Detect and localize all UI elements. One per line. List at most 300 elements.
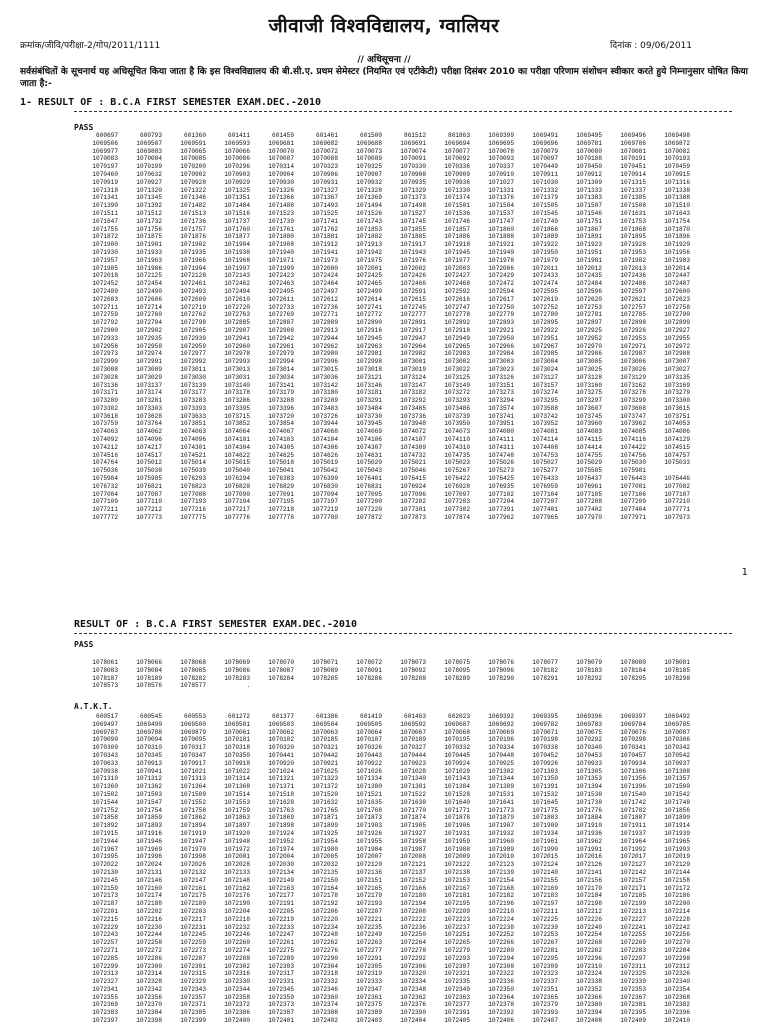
roll-number: 1071521	[356, 790, 382, 798]
roll-number: 1071990	[532, 845, 558, 853]
roll-number: 1077104	[532, 490, 558, 498]
roll-number: 1073852	[224, 420, 250, 428]
roll-number: 1072328	[136, 978, 162, 986]
roll-number: 1072123	[488, 861, 514, 869]
atkt-row	[74, 838, 690, 846]
pass-row	[74, 675, 690, 683]
pass-row	[74, 397, 690, 405]
roll-number: 1071879	[488, 814, 514, 822]
roll-number: 1072792	[92, 319, 118, 327]
roll-number: 1074080	[488, 428, 514, 436]
roll-number: 1070296	[224, 163, 250, 171]
roll-number: 1078071	[312, 659, 338, 666]
roll-number: 1072148	[224, 876, 250, 884]
roll-number: 1073608	[620, 404, 646, 412]
roll-number: 1069681	[268, 139, 294, 147]
roll-number: 1072370	[136, 1001, 162, 1009]
roll-number: 1072393	[532, 1009, 558, 1017]
roll-number: 1071366	[268, 194, 294, 202]
pass-row	[74, 436, 690, 444]
roll-number: 1073137	[136, 381, 162, 389]
roll-number: 1072343	[180, 985, 206, 993]
roll-number: 1071986	[136, 264, 162, 272]
roll-number: 1070459	[664, 163, 690, 171]
roll-number: 1071999	[268, 264, 294, 272]
roll-number: 1072891	[400, 319, 426, 327]
roll-number: 1071737	[224, 217, 250, 225]
pass-row	[74, 506, 690, 514]
roll-number: 1071308	[664, 767, 690, 775]
roll-number: 1071498	[400, 202, 426, 210]
roll-number: 1071632	[312, 798, 338, 806]
roll-number: 1078096	[488, 666, 514, 674]
roll-number: 1073272	[444, 389, 470, 397]
roll-number: 1070936	[444, 178, 470, 186]
roll-number: 1071891	[576, 233, 602, 241]
roll-number: 1072162	[224, 884, 250, 892]
atkt-row	[74, 877, 690, 885]
roll-number: 1071518	[268, 790, 294, 798]
roll-number: 1070092	[444, 155, 470, 163]
atkt-row	[74, 1001, 690, 1009]
roll-number: 1077094	[312, 490, 338, 498]
roll-number: 1072347	[356, 985, 382, 993]
roll-number: 1072905	[180, 326, 206, 334]
atkt-row	[74, 986, 690, 994]
roll-number: 1072144	[664, 868, 690, 876]
roll-number: 1072345	[268, 985, 294, 993]
roll-number: 1072285	[92, 954, 118, 962]
roll-number: 1071531	[488, 790, 514, 798]
roll-number: 1070930	[268, 178, 294, 186]
roll-number: 1072606	[136, 295, 162, 303]
roll-number: 1073181	[356, 389, 382, 397]
roll-number: 1071512	[136, 209, 162, 217]
roll-number: 1078291	[532, 674, 558, 682]
roll-number: 1072900	[92, 326, 118, 334]
pass-row	[74, 491, 690, 499]
roll-number: 1072190	[224, 900, 250, 908]
roll-number: 1073302	[92, 404, 118, 412]
roll-number: 1071369	[356, 194, 382, 202]
roll-number: 1072132	[180, 868, 206, 876]
pass-label: PASS	[74, 123, 94, 132]
roll-number: 1072757	[620, 303, 646, 311]
roll-number: 1073031	[224, 373, 250, 381]
roll-number: 1073395	[224, 404, 250, 412]
roll-number: 1076961	[576, 482, 602, 490]
roll-number: 1077874	[444, 514, 470, 522]
roll-number: 1071946	[136, 837, 162, 845]
roll-number: 1070912	[576, 170, 602, 178]
roll-number: 1071316	[664, 178, 690, 186]
roll-number: 1072918	[444, 326, 470, 334]
roll-number: 1071759	[224, 806, 250, 814]
roll-number: 1073281	[136, 397, 162, 405]
roll-number: 1071981	[576, 256, 602, 264]
roll-number: 1073030	[180, 373, 206, 381]
roll-number: 1070075	[576, 728, 602, 736]
roll-number: 1072499	[356, 287, 382, 295]
roll-number: 1072159	[92, 884, 118, 892]
roll-number: 1072374	[312, 1001, 338, 1009]
roll-number: 1077082	[664, 482, 690, 490]
roll-number: 1070062	[268, 728, 294, 736]
roll-number: 1070314	[268, 163, 294, 171]
roll-number: 1072409	[620, 1017, 646, 1025]
roll-number: 1071866	[532, 225, 558, 233]
roll-number: 1070442	[312, 751, 338, 759]
roll-number: 1076935	[488, 482, 514, 490]
roll-number: 1075029	[576, 459, 602, 467]
roll-number: 1077402	[576, 506, 602, 514]
roll-number: 600697	[96, 132, 118, 139]
pass-row	[74, 304, 690, 312]
roll-number: 1071889	[532, 233, 558, 241]
roll-number: 1076425	[488, 475, 514, 483]
roll-number: 1071334	[356, 775, 382, 783]
roll-number: 1072600	[664, 287, 690, 295]
roll-number: 1071553	[224, 798, 250, 806]
roll-number: 1072993	[224, 358, 250, 366]
roll-number: 1072195	[444, 900, 470, 908]
roll-number: 1071928	[620, 241, 646, 249]
roll-number: 1072277	[356, 946, 382, 954]
roll-number: 1073628	[136, 412, 162, 420]
roll-number: 1072223	[444, 915, 470, 923]
roll-number: 1075267	[444, 467, 470, 475]
roll-number: 1073483	[312, 404, 338, 412]
roll-number: 1071758	[180, 806, 206, 814]
roll-number: 1072234	[312, 923, 338, 931]
roll-number: 1073396	[268, 404, 294, 412]
roll-number: 1072208	[400, 907, 426, 915]
atkt-row	[74, 721, 690, 729]
roll-number: 1071314	[224, 775, 250, 783]
roll-number: 1072188	[136, 900, 162, 908]
roll-number: 1069506	[92, 139, 118, 147]
roll-number: 1072001	[356, 264, 382, 272]
roll-number: 1070913	[136, 759, 162, 767]
roll-number: 1072232	[224, 923, 250, 931]
roll-number: 1078298	[664, 674, 690, 682]
roll-number: 1072266	[488, 939, 514, 947]
roll-number: 1071021	[180, 767, 206, 775]
roll-number: 1072189	[180, 900, 206, 908]
roll-number: 1072289	[268, 954, 294, 962]
roll-number: 1072331	[268, 978, 294, 986]
roll-number: 1073747	[620, 412, 646, 420]
roll-number: 1072009	[444, 853, 470, 861]
roll-number: 1071991	[576, 845, 602, 853]
roll-number: 1072244	[136, 931, 162, 939]
roll-number: 1071391	[532, 783, 558, 791]
roll-number: 1072315	[180, 970, 206, 978]
roll-number: 1072947	[400, 334, 426, 342]
roll-number: 1072465	[356, 280, 382, 288]
roll-number: 1072184	[576, 892, 602, 900]
roll-number: 1071647	[92, 217, 118, 225]
roll-number: 1071742	[620, 798, 646, 806]
roll-number: 1071959	[444, 837, 470, 845]
roll-number: 1072337	[532, 978, 558, 986]
roll-number: 1071528	[444, 790, 470, 798]
roll-number: 1072005	[312, 853, 338, 861]
roll-number: 1069397	[620, 713, 646, 720]
roll-number: 1071329	[400, 186, 426, 194]
roll-number: 1069788	[136, 728, 162, 736]
roll-number: 1074116	[620, 436, 646, 444]
roll-number: 1072373	[268, 1001, 294, 1009]
roll-number: 1074062	[136, 428, 162, 436]
roll-number: 1073149	[444, 381, 470, 389]
roll-number: 1070199	[136, 163, 162, 171]
roll-number: 1073294	[488, 397, 514, 405]
roll-number: 1072339	[620, 978, 646, 986]
roll-number: 1072164	[312, 884, 338, 892]
roll-number: 1071984	[356, 845, 382, 853]
roll-number: 1072211	[532, 907, 558, 915]
roll-number: 1072000	[312, 264, 338, 272]
roll-number: 600545	[140, 713, 162, 720]
roll-number: 1072610	[224, 295, 250, 303]
roll-number: 1076823	[180, 482, 206, 490]
roll-number: 1072218	[224, 915, 250, 923]
divider	[74, 111, 732, 112]
roll-number: 1069392	[488, 713, 514, 720]
roll-number: 1075043	[356, 467, 382, 475]
roll-number: 1072219	[268, 915, 294, 923]
roll-number: 1072306	[400, 962, 426, 970]
pass-row	[74, 272, 690, 280]
roll-number: 1072386	[224, 1009, 250, 1017]
roll-number: 1073025	[576, 365, 602, 373]
roll-number: 1072988	[664, 350, 690, 358]
roll-number: 1072745	[400, 303, 426, 311]
roll-number: 1078080	[620, 659, 646, 666]
roll-number: 1071337	[620, 186, 646, 194]
pass-row	[74, 452, 690, 460]
roll-number: 1070449	[532, 163, 558, 171]
roll-number: 1072293	[444, 954, 470, 962]
roll-number: 1074304	[224, 443, 250, 451]
atkt-row	[74, 916, 690, 924]
roll-number: 1069872	[664, 139, 690, 147]
roll-number: 1070185	[312, 736, 338, 744]
roll-number: 1072433	[532, 272, 558, 280]
atkt-roll-grid	[74, 713, 690, 1025]
roll-number: 1072352	[576, 985, 602, 993]
roll-number: 1072344	[224, 985, 250, 993]
roll-number: 1071773	[488, 806, 514, 814]
roll-number: 1071858	[92, 814, 118, 822]
roll-number: 1072397	[92, 1017, 118, 1025]
roll-number: 1078075	[444, 659, 470, 666]
roll-number: 1072252	[488, 931, 514, 939]
roll-number: 1071970	[180, 845, 206, 853]
roll-number: 1071338	[664, 186, 690, 194]
roll-number: 1071993	[664, 845, 690, 853]
roll-number: 1071525	[312, 209, 338, 217]
roll-number: 1071333	[576, 186, 602, 194]
roll-number: 1072015	[532, 853, 558, 861]
pass-row	[74, 358, 690, 366]
roll-number: 1072130	[92, 868, 118, 876]
roll-number: 1071987	[400, 845, 426, 853]
roll-number: 1072902	[136, 326, 162, 334]
roll-number: 1072311	[620, 962, 646, 970]
roll-number: 1073615	[664, 404, 690, 412]
atkt-row	[74, 885, 690, 893]
roll-number: 1072972	[664, 342, 690, 350]
roll-number: 1072187	[92, 900, 118, 908]
roll-number: 1073142	[312, 381, 338, 389]
roll-number: 1073001	[400, 358, 426, 366]
roll-number: 1071501	[444, 202, 470, 210]
roll-number: 1075023	[444, 459, 470, 467]
roll-number: 1072152	[400, 876, 426, 884]
atkt-row	[74, 752, 690, 760]
roll-number: 1074069	[356, 428, 382, 436]
roll-number: 1072225	[532, 915, 558, 923]
roll-number: 1071516	[224, 209, 250, 217]
roll-number: 1070921	[312, 759, 338, 767]
roll-number: 1072256	[664, 931, 690, 939]
roll-number: 1073286	[224, 397, 250, 405]
roll-number: 1071975	[356, 256, 382, 264]
roll-number: 1078092	[400, 666, 426, 674]
roll-number: 1070937	[664, 759, 690, 767]
roll-number: 1073952	[532, 420, 558, 428]
pass-row	[74, 343, 690, 351]
roll-number: 1072178	[312, 892, 338, 900]
roll-number: 1073034	[268, 373, 294, 381]
roll-number: 1073008	[92, 365, 118, 373]
roll-number: 1072367	[620, 993, 646, 1001]
roll-number: 1072763	[224, 311, 250, 319]
roll-number: 1070917	[180, 759, 206, 767]
roll-number: 1072254	[576, 931, 602, 939]
roll-number: 1071898	[268, 822, 294, 830]
atkt-row	[74, 791, 690, 799]
roll-number: 1072309	[532, 962, 558, 970]
roll-number: 1071978	[488, 256, 514, 264]
pass-row	[74, 327, 690, 335]
roll-number: 1073004	[532, 358, 558, 366]
roll-number: 1078089	[312, 666, 338, 674]
roll-number: 1070448	[488, 751, 514, 759]
roll-number: 1074626	[312, 451, 338, 459]
roll-number: 1072603	[92, 295, 118, 303]
roll-number: 1072179	[356, 892, 382, 900]
roll-number: 1071873	[356, 814, 382, 822]
roll-number: 1077211	[92, 506, 118, 514]
roll-number: 1075042	[312, 467, 338, 475]
roll-number: 1071955	[356, 837, 382, 845]
roll-number: 1076294	[224, 475, 250, 483]
roll-number: 1072996	[312, 358, 338, 366]
roll-number: 601463	[404, 713, 426, 720]
roll-number: 1072297	[620, 954, 646, 962]
roll-number: 1078284	[268, 674, 294, 682]
roll-number: 1072149	[268, 876, 294, 884]
roll-number: 1069395	[532, 713, 558, 720]
roll-number: 1071635	[356, 798, 382, 806]
roll-number: 1072185	[620, 892, 646, 900]
roll-number: 1071540	[620, 790, 646, 798]
roll-number: 1071315	[620, 178, 646, 186]
pass-row	[74, 140, 690, 148]
roll-number: 1071025	[312, 767, 338, 775]
roll-number: 1072210	[488, 907, 514, 915]
roll-number: 1073297	[576, 397, 602, 405]
roll-number: 1072181	[444, 892, 470, 900]
roll-number: 1071909	[532, 822, 558, 830]
roll-number: 1071371	[268, 783, 294, 791]
roll-number: 1069500	[180, 720, 206, 728]
roll-number: 1072336	[488, 978, 514, 986]
roll-number: 1071374	[444, 194, 470, 202]
roll-number: 1072174	[136, 892, 162, 900]
roll-number: 1072907	[224, 326, 250, 334]
roll-number: 1072595	[532, 287, 558, 295]
roll-number: 1072615	[400, 295, 426, 303]
roll-number: 1071379	[532, 194, 558, 202]
roll-number: 1071024	[268, 767, 294, 775]
roll-number: 1072228	[664, 915, 690, 923]
roll-number: 1071325	[224, 186, 250, 194]
roll-number: 1072955	[664, 334, 690, 342]
roll-number: 1071872	[92, 233, 118, 241]
roll-number: 1071741	[312, 217, 338, 225]
pass-row	[74, 335, 690, 343]
roll-number: 1077220	[356, 506, 382, 514]
roll-number: 1075021	[400, 459, 426, 467]
roll-number: 1070071	[532, 728, 558, 736]
roll-number: 1072261	[268, 939, 294, 947]
roll-number: 1072278	[400, 946, 426, 954]
roll-number: 1072922	[532, 326, 558, 334]
roll-number: 1071751	[576, 217, 602, 225]
roll-number: 1077091	[268, 490, 294, 498]
roll-number: 1072358	[224, 993, 250, 1001]
roll-number: 1072400	[224, 1017, 250, 1025]
roll-number: 1072798	[180, 319, 206, 327]
roll-number: 1070067	[400, 728, 426, 736]
roll-number: 1072205	[268, 907, 294, 915]
pass-row	[74, 459, 690, 467]
roll-number: 1074735	[444, 451, 470, 459]
roll-number: 1072484	[576, 280, 602, 288]
atkt-row	[74, 900, 690, 908]
pass-row	[74, 382, 690, 390]
roll-number: 1072925	[576, 326, 602, 334]
roll-number: 1074106	[356, 436, 382, 444]
roll-number: 1071771	[444, 806, 470, 814]
roll-number: 1072240	[576, 923, 602, 931]
roll-number: 1073588	[532, 404, 558, 412]
roll-number: 1072016	[576, 853, 602, 861]
roll-number: 1072980	[312, 350, 338, 358]
roll-number: 1072243	[92, 931, 118, 939]
roll-number: 1072385	[180, 1009, 206, 1017]
roll-number: 1071918	[444, 241, 470, 249]
roll-number: 1072122	[444, 861, 470, 869]
roll-number: 1069696	[532, 139, 558, 147]
pass-row	[74, 319, 690, 327]
roll-number: 1069498	[664, 132, 690, 139]
roll-number: 1072714	[136, 303, 162, 311]
